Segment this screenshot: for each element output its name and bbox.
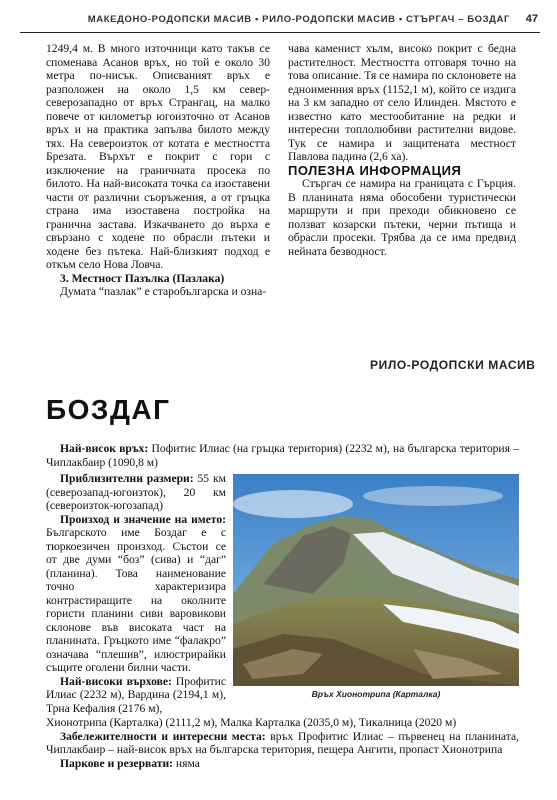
highest-peak-text: Пофитис Илиас (на гръцка територия) (2232 м), на българска територия – Чиплакбаир (1090,8 м) [46,442,519,469]
right-paragraph-1: чава каменист хълм, високо покрит с бедна растителност. Местността отговаря точно на това описание. Тя се намира по склоновете на едноименния връх (1152,1 м), който се издига на 3 км западно от село Илинден. Мястото е известно като местообитание на редки и интересни топлолюбиви растителни видове. Тук се намира и защитената местност Павлова падина (2,6 ха). [288,42,516,163]
bottom-entries [46,716,519,770]
highest-peak-entry [46,442,519,469]
parks-text: няма [173,756,200,770]
dimensions-label: Приблизителни размери: [60,472,194,485]
parks-label: Паркове и резервати: [60,756,174,770]
origin-label: Произход и значение на името: [60,512,226,526]
useful-info-heading: ПОЛЕЗНА ИНФОРМАЦИЯ [288,162,462,178]
narrow-column [46,472,226,715]
origin-text: Българското име Боздаг е с тюркоезичен произход. Състои се от две думи “боз” (сива) и “даг” (планина). Това наименование точно характеризира контрастиращите на околните гористи планини сиви варовикови склонове във високата част на планината. Гръцкото име “фалакро” означава “плешив”, илюстрирайки същите оголени билни части. [46,526,226,674]
peaks-text-full: Хионотрипа (Карталка) (2111,2 м), Малка Карталка (2035,0 м), Тикалница (2020 м) [46,716,457,729]
peaks-label: Най-високи върхове: [60,674,172,688]
running-header [20,10,540,33]
page-number: 47 [525,13,538,25]
sights-text: връх Профитис Илиас – първенец на планината, Чиплакбаир – най-висок връх на българска територия, пещера Ангити, пропаст Хионотрипа [46,729,519,756]
peaks-text-narrow: Профитис Илиас (2232 м), Вардина (2194,1 м), Трна Кефалия (2176 м), [46,674,226,715]
section-label: РИЛО-РОДОПСКИ МАСИВ [370,358,536,372]
page-title: БОЗДАГ [46,394,171,425]
dimensions-text: 55 км (северозапад-югоизток), 20 км (североизток-югозапад) [46,472,226,512]
left-paragraph-2: Думата “пазлак” е старобългарска и озна- [60,285,267,298]
mountain-photo [233,474,519,686]
photo-caption: Връх Хионотрипа (Карталка) [311,689,441,699]
right-column [288,42,516,258]
running-title: МАКЕДОНО-РОДОПСКИ МАСИВ • РИЛО-РОДОПСКИ МАСИВ • СТЪРГАЧ – БОЗДАГ [87,14,510,25]
left-paragraph-1: 1249,4 м. В много източници като такъв се споменава Асанов връх, но той е около 30 метра по-нисък. Описваният връх е разположен на около 1,5 км север-северозападно от връх Странгац, на малко повече от километър югоизточно от Асанов връх и на практика запълва билото между тях. На североизток от котата е местността Брезата. Върхът е покрит с гори с изключение на граничната просека по билото. На най-високата точка са изоставени части от различни съоръжения, а от гръцка страна има изоставена постройка на гранична застава. Изкачването до върха е свързано с ходене по обрасли пътеки и ходене без пътека. Най-близкият подход е откъм село Нова Ловча. [46,42,270,271]
highest-peak-label: Най-висок връх: [60,442,149,455]
mountain-illustration [233,474,519,686]
sights-label: Забележителности и интересни места: [60,729,266,743]
subsection-heading: 3. Местност Пазълка (Пазлака) [60,271,225,285]
left-column [46,42,270,299]
right-paragraph-2: Стъргач се намира на границата с Гърция. В планината няма обособени туристически маршрути и при преходи обикновено се ползват козарски пътеки, черни пътища и обрасли просеки. Трябва да се има предвид нейната безводност. [288,177,516,258]
